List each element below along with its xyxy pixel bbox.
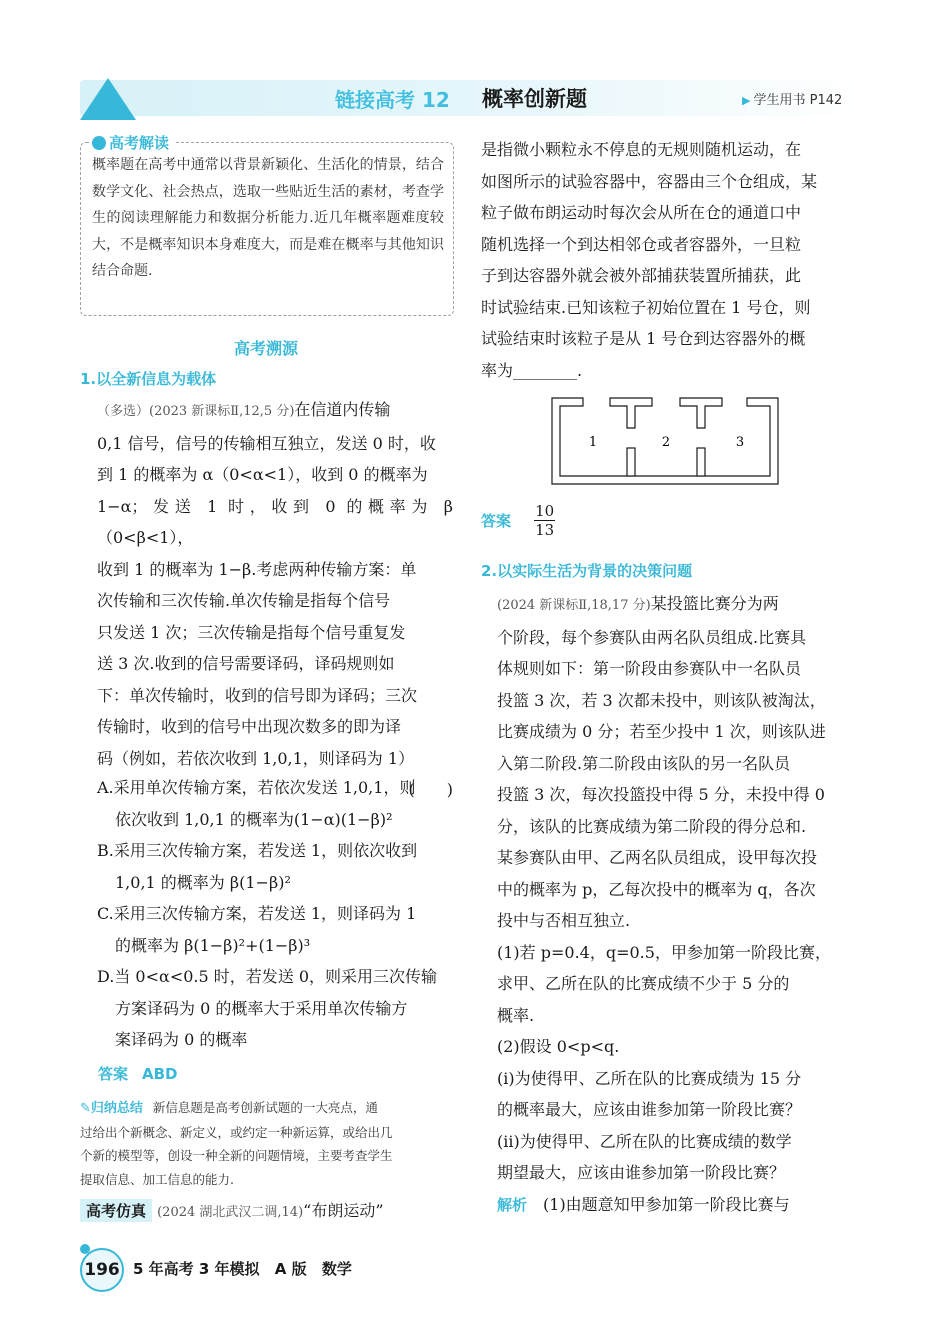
- top-wall-2: [680, 398, 722, 428]
- part1-question: （多选）(2023 新课标Ⅱ,12,5 分)在信道内传输 0,1 信号，信号的传输相互独立，发送 0 时，收 到 1 的概率为 α（0<α<1），收到 0 的概率为 1−α；发送 1 时，收到 0 的概率为 β（0<β<1）， 收到 1 的概率为 1−β.考虑两种传输方案：单 次传输和三次传输.单次传输是指每个信号 只发送 1 次；三次传输是指每个信号重复发 送 3 次.收到的信号需要译码，译码规则如 下：单次传输时，收到的信号即为译码；三次 传输时，收到的信号中出现次数多的即为译 码（例如，若依次收到 1,0,1，则译码为 1） ( ): [97, 394, 453, 806]
- partition-1-2-bottom: [627, 448, 635, 476]
- summary-block: ✎归纳总结 新信息题是高考创新试题的一大亮点，通 过给出个新概念、新定义，或约定一种新运算，或给出几 个新的模型等，创设一种全新的问题情境，主要考查学生 提取信息、加工信息的能力.: [80, 1100, 393, 1187]
- student-book-ref: ▶ 学生用书 P142: [742, 93, 843, 108]
- analysis-label: 解析: [497, 1195, 528, 1214]
- footer-book-info: 5 年高考 3 年模拟 A 版 数学: [133, 1260, 352, 1278]
- triangle-decoration-icon: [80, 78, 136, 120]
- part1-heading: 1.以全新信息为载体: [80, 370, 217, 388]
- room-label-3: 3: [735, 435, 745, 450]
- part2-question: (2024 新课标Ⅱ,18,17 分)某投篮比赛分为两 个阶段，每个参赛队由两名队员组成.比赛具 体规则如下：第一阶段由参赛队中一名队员 投篮 3 次，若 3 次都未投中，则该队被淘汰， 比赛成绩为 0 分；若至少投中 1 次，则该队进 入第二阶段.第二阶段由该队的另一名队员 投篮 3 次，每次投篮投中得 5 分，未投中得 0 分，该队的比赛成绩为第二阶段的得分总和. 某参赛队由甲、乙两名队员组成，设甲每次投 中的概率为 p，乙每次投中的概率为 q，各次 投中与否相互独立. (1)若 p=0.4，q=0.5，甲参加第一阶段比赛， 求甲、乙所在队的比赛成绩不少于 5 分的 概率. (2)假设 0<p<q. (i)为使得甲、乙所在队的比赛成绩为 15 分 的概率最大，应该由谁参加第一阶段比赛？ (ii)为使得甲、乙所在队的比赛成绩的数学 期望最大，应该由谁参加第一阶段比赛？ 解析 (1)由题意知甲参加第一阶段比赛与: [497, 594, 831, 1214]
- page-number: 196: [80, 1248, 124, 1292]
- interpretation-text: 概率题在高考中通常以背景新颖化、生活化的情景，结合数学文化、社会热点，选取一些贴近生活的素材，考查学生的阅读理解能力和数据分析能力.近几年概率题难度较大，不是概率知识本身难度大，而是难在概率与其他知识结合命题.: [92, 157, 444, 279]
- partition-2-3-bottom: [697, 448, 705, 476]
- interpretation-title: 高考解读: [90, 132, 175, 153]
- part2-source: (2024 新课标Ⅱ,18,17 分): [497, 598, 651, 613]
- chapter-series: 链接高考 12: [335, 88, 450, 112]
- option-b: B.采用三次传输方案，若发送 1，则依次收到 1,0,1 的概率为 β(1−β)²: [97, 841, 418, 892]
- arrow-right-icon: ▶: [742, 94, 751, 107]
- answer-bracket: ( ): [408, 780, 453, 799]
- simulation-start: 高考仿真 (2024 湖北武汉二调,14)“布朗运动”: [80, 1198, 452, 1222]
- pen-icon: ✎: [80, 1101, 91, 1116]
- container-diagram: [550, 396, 780, 486]
- answer-fraction: $\frac{10}{13}$: [535, 502, 555, 539]
- simulation-answer: 答案 $\frac{10}{13}$: [481, 502, 555, 539]
- simulation-label: 高考仿真: [80, 1199, 152, 1222]
- part1-options: [97, 772, 457, 1056]
- option-d: D.当 0<α<0.5 时，若发送 0，则采用三次传输 方案译码为 0 的概率大于采用单次传输方 案译码为 0 的概率: [97, 967, 438, 1049]
- part2-heading: 2.以实际生活为背景的决策问题: [481, 562, 693, 580]
- option-c: C.采用三次传输方案，若发送 1，则译码为 1 的概率为 β(1−β)²+(1−β)³: [97, 904, 417, 955]
- part1-answer: 答案 ABD: [98, 1065, 178, 1083]
- chapter-title: 概率创新题: [482, 87, 587, 111]
- room-label-2: 2: [661, 435, 671, 450]
- option-a: A.采用单次传输方案，若依次发送 1,0,1，则 依次收到 1,0,1 的概率为(1−α)(1−β)²: [97, 778, 416, 829]
- summary-label: ✎归纳总结: [80, 1101, 143, 1116]
- part1-source: （多选）(2023 新课标Ⅱ,12,5 分): [97, 404, 295, 419]
- source-heading: 高考溯源: [233, 339, 298, 358]
- room-label-1: 1: [588, 435, 598, 450]
- simulation-question: 是指微小颗粒永不停息的无规则随机运动，在 如图所示的试验容器中，容器由三个仓组成，某 粒子做布朗运动时每次会从所在仓的通道口中 随机选择一个到达相邻仓或者容器外，一旦粒 子到达容器外就会被外部捕获装置所捕获，此 时试验结束.已知该粒子初始位置在 1 号仓，则 试验结束时该粒子是从 1 号仓到达容器外的概 率为________.: [481, 140, 818, 380]
- simulation-source: (2024 湖北武汉二调,14): [157, 1205, 304, 1220]
- circle-icon: [92, 136, 106, 150]
- top-wall-1: [610, 398, 652, 428]
- analysis-text: (1)由题意知甲参加第一阶段比赛与: [543, 1194, 790, 1214]
